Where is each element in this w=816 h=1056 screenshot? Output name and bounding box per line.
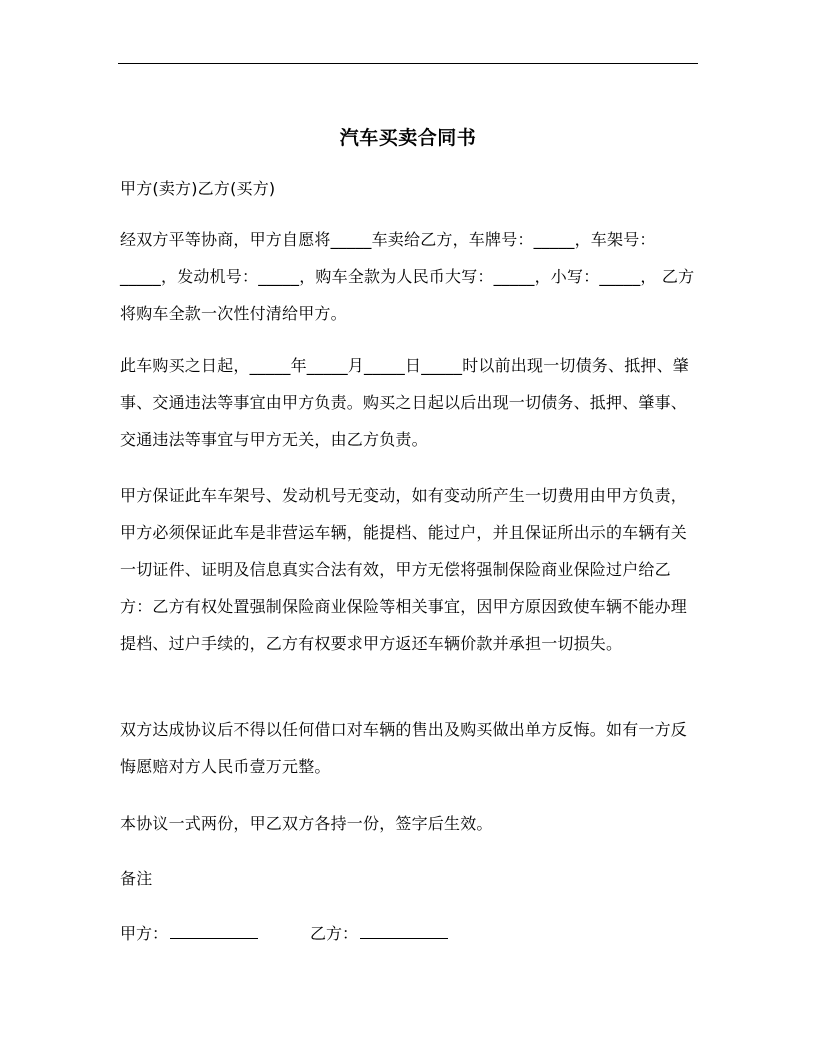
party-a-label: 甲方： bbox=[120, 924, 169, 943]
document-title: 汽车买卖合同书 bbox=[339, 127, 477, 149]
clause-seller-guarantee: 甲方保证此车车架号、发动机号无变动，如有变动所产生一切费用由甲方负责，甲方必须保证此车是非营运车辆，能提档、能过户，并且保证所出示的车辆有关一切证件、证明及信息真实合法有效，甲方无偿将强制保险商业保险过户给乙方：乙方有权处置强制保险商业保险等相关事宜，因甲方原因致使车辆不能办理提档、过户手续的，乙方有权要求甲方返还车辆价款并承担一切损失。 bbox=[120, 486, 688, 653]
party-b-signature bbox=[310, 914, 448, 952]
clause-liability-period: 此车购买之日起，_____年_____月_____日_____时以前出现一切债务、抵押、肇事、交通违法等事宜由甲方负责。购买之日起以后出现一切债务、抵押、肇事、交通违法等事宜与甲方无关，由乙方负责。 bbox=[120, 356, 690, 449]
clause-no-repudiation: 双方达成协议后不得以任何借口对车辆的售出及购买做出单方反悔。如有一方反悔愿赔对方人民币壹万元整。 bbox=[120, 720, 688, 776]
header-rule bbox=[118, 63, 698, 64]
clause-copies: 本协议一式两份，甲乙双方各持一份，签字后生效。 bbox=[120, 814, 493, 833]
remark-label: 备注 bbox=[120, 869, 153, 888]
party-b-label: 乙方： bbox=[310, 924, 359, 943]
clause-vehicle-sale: 经双方平等协商，甲方自愿将_____车卖给乙方，车牌号：_____，车架号：_____，发动机号：_____，购车全款为人民币大写：_____，小写：_____， 乙方将购车全款一次性付清给甲方。 bbox=[120, 230, 695, 323]
parties-line: 甲方(卖方)乙方(买方) bbox=[120, 179, 276, 198]
party-a-signature bbox=[120, 914, 258, 952]
party-a-signature-line[interactable] bbox=[170, 914, 258, 939]
signature-row bbox=[120, 914, 698, 951]
party-b-signature-line[interactable] bbox=[360, 914, 448, 939]
